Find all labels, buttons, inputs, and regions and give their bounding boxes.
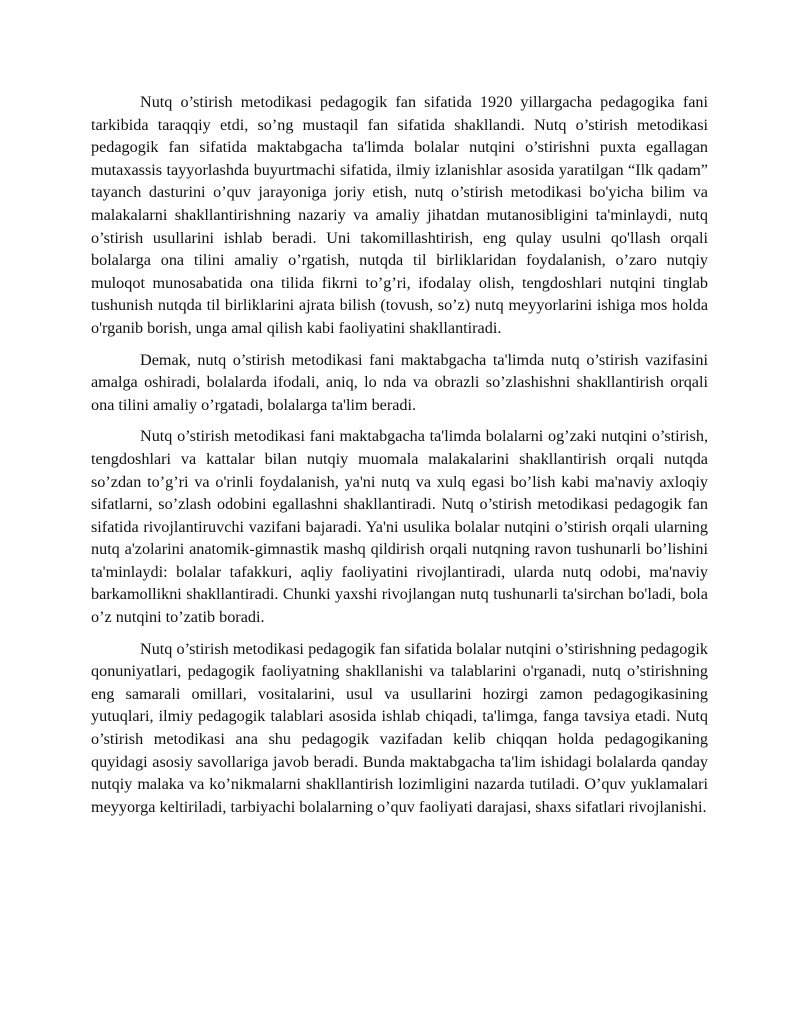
paragraph-3: Nutq o’stirish metodikasi fani maktabgacha ta'limda bolalarni og’zaki nutqini o’stirish, tengdoshlari va kattalar bilan nutqiy muomala malakalarini shakllantirish orqali nutqda so’zdan to’g’ri va o'rinli foydalanish, ya'ni nutq va xulq egasi bo’lish kabi ma'naviy axloqiy sifatlarni, so’zlash odobini egallashni shakllantiradi. Nutq o’stirish metodikasi pedagogik fan sifatida rivojlantiruvchi vazifani bajaradi. Ya'ni usulika bolalar nutqini o’stirish orqali ularning nutq a'zolarini anatomik-gimnastik mashq qildirish orqali nutqning ravon tushunarli bo’lishini ta'minlaydi: bolalar tafakkuri, aqliy faoliyatini rivojlantiradi, ularda nutq odobi, ma'naviy barkamollikni shakllantiradi. Chunki yaxshi rivojlangan nutq tushunarli ta'sirchan bo'ladi, bola o’z nutqini to’zatib boradi. [91, 427, 708, 627]
paragraph-4: Nutq o’stirish metodikasi pedagogik fan sifatida bolalar nutqini o’stirishning pedagogik qonuniyatlari, pedagogik faoliyatning shakllanishi va talablarini o'rganadi, nutq o’stirishning eng samarali omillari, vositalarini, usul va usullarini hozirgi zamon pedagogikasining yutuqlari, ilmiy pedagogik talablari asosida ishlab chiqadi, ta'limga, fanga tavsiya etadi. Nutq o’stirish metodikasi ana shu pedagogik vazifadan kelib chiqqan holda pedagogikaning quyidagi asosiy savollariga javob beradi. Bunda maktabgacha ta'lim ishidagi bolalarda qanday nutqiy malaka va ko’nikmalarni shakllantirish lozimligini nazarda tutiladi. O’quv yuklamalari meyyorga keltiriladi, tarbiyachi bolalarning o’quv faoliyati darajasi, shaxs sifatlari rivojlanishi. [91, 639, 708, 816]
paragraph-1: Nutq o’stirish metodikasi pedagogik fan sifatida 1920 yillargacha pedagogika fani tarkibida taraqqiy etdi, so’ng mustaqil fan sifatida shakllandi. Nutq o’stirish metodikasi pedagogik fan sifatida maktabgacha ta'limda bolalar nutqini o’stirishni puxta egallagan mutaxassis tayyorlashda buyurtmachi sifatida, ilmiy izlanishlar asosida yaratilgan “Ilk qadam” tayanch dasturini o’quv jarayoniga joriy etish, nutq o’stirish metodikasi bo'yicha bilim va malakalarni shakllantirishning nazariy va amaliy jihatdan mutanosibligini ta'minlaydi, nutq o’stirish usullarini ishlab beradi. Uni takomillashtirish, eng qulay usulni qo'llash orqali bolalarga ona tilini amaliy o’rgatish, nutqda til birliklaridan foydalanish, o’zaro nutqiy muloqot munosabatida ona tilida fikrni to’g’ri, ifodalay olish, tengdoshlari nutqini tinglab tushunish nutqda til birliklarini ajrata bilish (tovush, so’z) nutq meyyorlarini ishiga mos holda o'rganib borish, unga amal qilish kabi faoliyatini shakllantiradi. [91, 93, 708, 337]
paragraph-2: Demak, nutq o’stirish metodikasi fani maktabgacha ta'limda nutq o’stirish vazifasini amalga oshiradi, bolalarda ifodali, aniq, lo nda va obrazli so’zlashishni shakllantirish orqali ona tilini amaliy o’rgatadi, bolalarga ta'lim beradi. [91, 350, 708, 414]
document-page [91, 91, 708, 827]
